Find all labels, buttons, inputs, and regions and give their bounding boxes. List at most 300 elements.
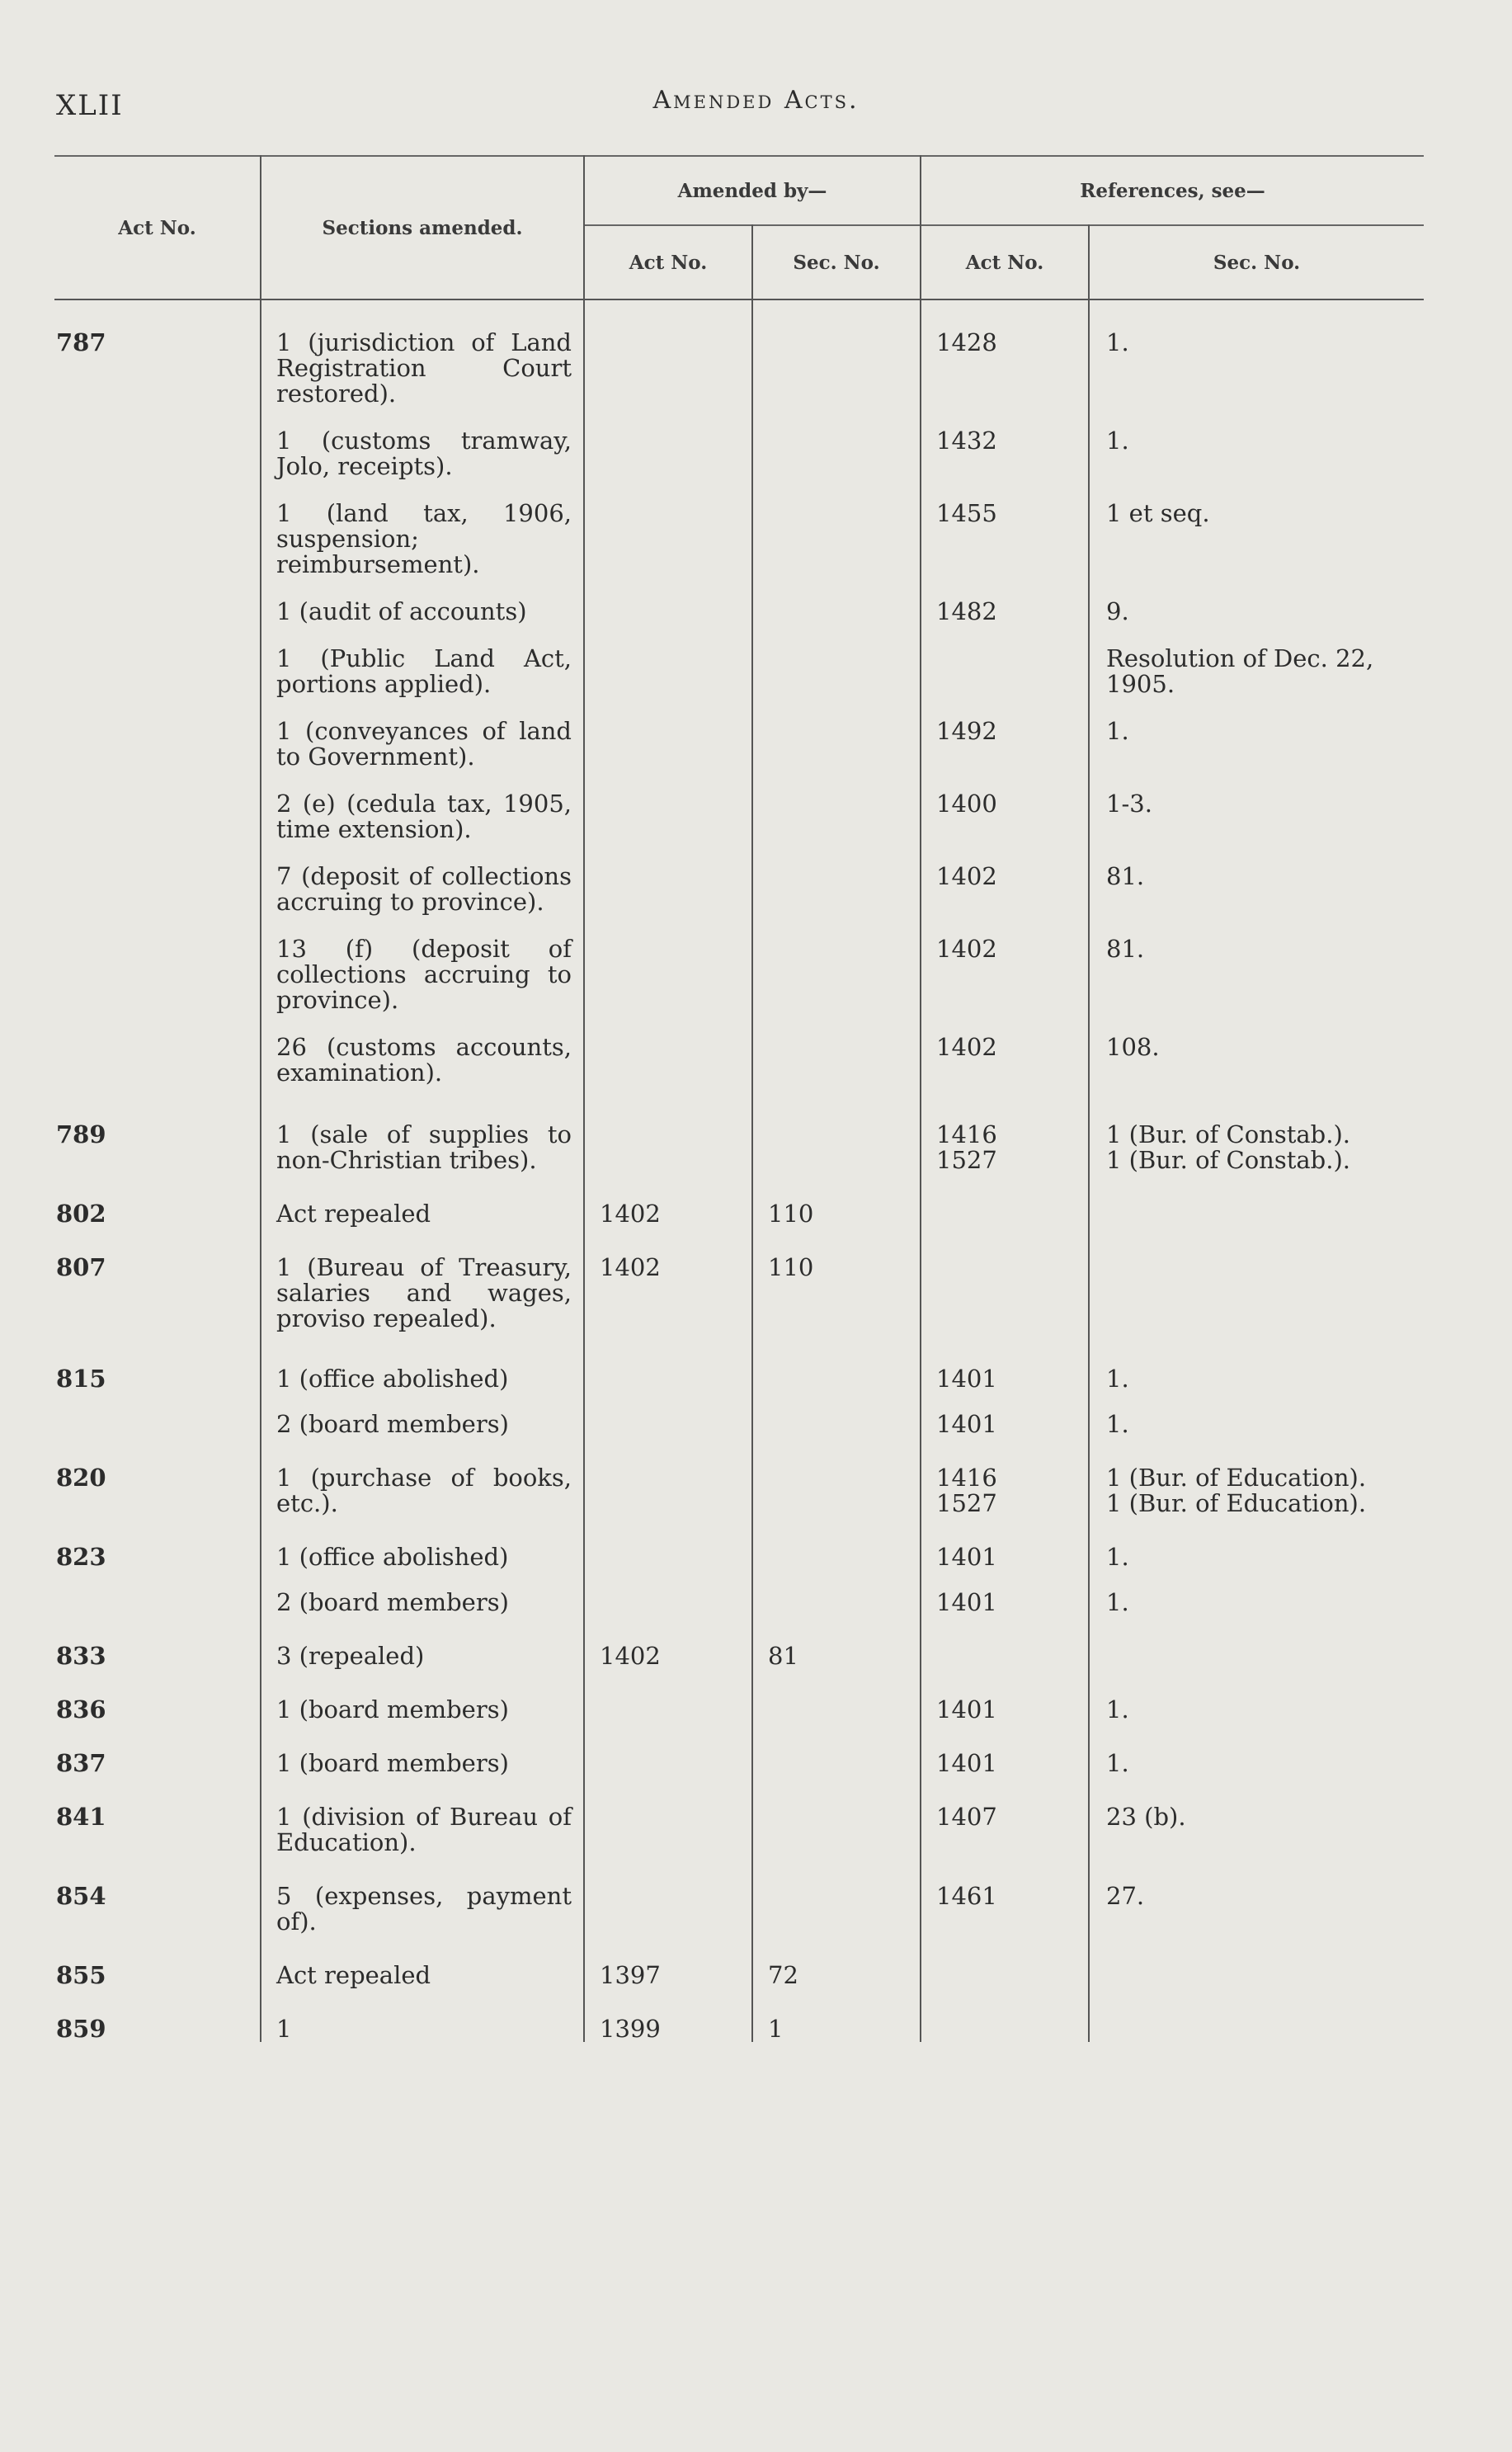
row-amended-sec: 72 (768, 1961, 798, 1989)
table-row (54, 501, 1424, 578)
row-amended-act-cell (584, 1697, 752, 1723)
row-ref-act-cell (921, 1590, 1089, 1615)
row-amended-act-cell (584, 1366, 752, 1392)
row-section: 1 (276, 2015, 292, 2043)
row-act-no-cell (54, 1804, 261, 1856)
row-section: 1 (board members) (276, 1695, 509, 1723)
row-act-no: 807 (56, 1253, 106, 1281)
row-ref-sec-cell (1089, 791, 1424, 842)
table-row (54, 1544, 1424, 1570)
row-act-no-cell (54, 719, 261, 770)
row-act-no: 854 (56, 1882, 106, 1910)
row-section: 2 (board members) (276, 1588, 509, 1616)
row-ref-act-cell (921, 1255, 1089, 1332)
row-section-cell (261, 599, 584, 625)
row-section-cell (261, 646, 584, 697)
row-section-cell (261, 1255, 584, 1332)
row-spacer (54, 1570, 1424, 1590)
row-amended-act-cell (584, 1804, 752, 1856)
row-ref-act-cell (921, 1804, 1089, 1856)
row-act-no: 841 (56, 1803, 106, 1831)
row-ref-act: 1401 (936, 1410, 997, 1438)
row-act-no: 815 (56, 1365, 106, 1393)
row-section: 1 (office abolished) (276, 1365, 509, 1393)
row-section: 1 (conveyances of land to Government). (276, 717, 572, 771)
row-spacer (54, 1173, 1424, 1201)
row-act-no-cell (54, 1412, 261, 1437)
row-spacer (54, 479, 1424, 501)
row-ref-sec-cell (1089, 936, 1424, 1013)
table-row (54, 1643, 1424, 1669)
row-amended-act-cell (584, 1544, 752, 1570)
row-amended-act: 1402 (600, 1642, 661, 1670)
table-row (54, 1412, 1424, 1437)
table-row (54, 936, 1424, 1013)
col-act-no: Act No. (54, 156, 261, 299)
row-ref-act: 1492 (936, 717, 997, 745)
row-amended-act-cell (584, 1963, 752, 1988)
col-amended-act-no: Act No. (584, 225, 752, 299)
col-references: References, see— (1080, 179, 1265, 202)
row-section: 1 (board members) (276, 1749, 509, 1777)
row-ref-act-cell (921, 1122, 1089, 1173)
row-amended-act-cell (584, 1201, 752, 1227)
row-amended-act-cell (584, 864, 752, 915)
row-amended-sec-cell (752, 1366, 921, 1392)
row-ref-act-cell (921, 1465, 1089, 1516)
row-ref-act-cell (921, 1035, 1089, 1086)
row-ref-sec-cell (1089, 1465, 1424, 1516)
row-section-cell (261, 330, 584, 407)
row-section: 1 (office abolished) (276, 1543, 509, 1571)
row-section-cell (261, 1412, 584, 1437)
row-ref-act-cell (921, 330, 1089, 407)
row-ref-act: 1416 1527 (936, 1120, 997, 1174)
row-act-no-cell (54, 791, 261, 842)
row-act-no: 836 (56, 1695, 106, 1723)
row-amended-sec-cell (752, 1804, 921, 1856)
table-row (54, 1465, 1424, 1516)
row-spacer (54, 1669, 1424, 1697)
table-row (54, 428, 1424, 479)
row-spacer (54, 1516, 1424, 1544)
table-row (54, 1884, 1424, 1935)
row-spacer (54, 578, 1424, 599)
row-act-no-cell (54, 1884, 261, 1935)
table-row (54, 791, 1424, 842)
row-spacer (54, 299, 1424, 330)
row-amended-act-cell (584, 1122, 752, 1173)
row-amended-sec-cell (752, 1643, 921, 1669)
row-spacer (54, 1723, 1424, 1751)
row-amended-act-cell (584, 936, 752, 1013)
row-ref-act: 1401 (936, 1365, 997, 1393)
row-ref-act-cell (921, 1697, 1089, 1723)
row-section-cell (261, 791, 584, 842)
row-ref-act-cell (921, 1643, 1089, 1669)
row-amended-sec-cell (752, 1465, 921, 1516)
table-row (54, 1963, 1424, 1988)
row-spacer (54, 1776, 1424, 1804)
row-ref-sec: Resolution of Dec. 22, 1905. (1106, 644, 1374, 698)
row-act-no-cell (54, 599, 261, 625)
row-section-cell (261, 1643, 584, 1669)
row-amended-sec: 81 (768, 1642, 798, 1670)
col-ref-act-no: Act No. (921, 225, 1089, 299)
row-amended-sec-cell (752, 501, 921, 578)
row-spacer (54, 697, 1424, 719)
row-spacer (54, 842, 1424, 864)
row-ref-sec: 1. (1106, 1749, 1129, 1777)
row-ref-sec-cell (1089, 646, 1424, 697)
row-ref-act: 1416 1527 (936, 1464, 997, 1517)
row-ref-sec: 1. (1106, 1365, 1129, 1393)
row-ref-sec-cell (1089, 1884, 1424, 1935)
row-section: 1 (jurisdiction of Land Registration Court restored). (276, 328, 572, 408)
row-ref-sec-cell (1089, 599, 1424, 625)
row-ref-sec-cell (1089, 1412, 1424, 1437)
row-spacer (54, 1856, 1424, 1884)
row-amended-sec-cell (752, 1963, 921, 1988)
row-section: 7 (deposit of collections accruing to province). (276, 862, 572, 916)
row-ref-sec-cell (1089, 1122, 1424, 1173)
col-amended-sec-no: Sec. No. (752, 225, 921, 299)
row-amended-sec-cell (752, 936, 921, 1013)
table-body (54, 299, 1424, 2042)
row-ref-act: 1402 (936, 1033, 997, 1061)
row-amended-sec-cell (752, 1697, 921, 1723)
row-ref-sec: 1 (Bur. of Constab.). 1 (Bur. of Constab.). (1106, 1120, 1350, 1174)
row-section-cell (261, 864, 584, 915)
row-amended-sec-cell (752, 864, 921, 915)
row-section-cell (261, 1697, 584, 1723)
row-amended-sec-cell (752, 1590, 921, 1615)
table-row (54, 1035, 1424, 1086)
row-ref-sec: 1 et seq. (1106, 499, 1210, 527)
row-act-no-cell (54, 1751, 261, 1776)
table-row (54, 1697, 1424, 1723)
row-ref-act-cell (921, 428, 1089, 479)
row-ref-sec: 9. (1106, 597, 1129, 625)
row-ref-sec-cell (1089, 1544, 1424, 1570)
row-act-no-cell (54, 1697, 261, 1723)
row-section: 1 (division of Bureau of Education). (276, 1803, 572, 1856)
row-amended-act-cell (584, 1412, 752, 1437)
row-act-no-cell (54, 864, 261, 915)
row-section-cell (261, 1804, 584, 1856)
page-number: XLII (56, 89, 124, 122)
row-amended-sec-cell (752, 1412, 921, 1437)
row-ref-act-cell (921, 1751, 1089, 1776)
row-ref-sec-cell (1089, 1963, 1424, 1988)
table-row (54, 719, 1424, 770)
row-amended-act-cell (584, 501, 752, 578)
row-spacer (54, 915, 1424, 936)
row-section-cell (261, 1751, 584, 1776)
row-amended-act-cell (584, 1465, 752, 1516)
row-amended-act-cell (584, 428, 752, 479)
row-ref-sec-cell (1089, 1255, 1424, 1332)
row-section: 5 (expenses, payment of). (276, 1882, 572, 1936)
col-amended-by: Amended by— (584, 156, 921, 225)
row-ref-act: 1432 (936, 427, 997, 455)
row-act-no-cell (54, 1255, 261, 1332)
row-ref-sec-cell (1089, 330, 1424, 407)
row-act-no-cell (54, 1963, 261, 1988)
row-section-cell (261, 1201, 584, 1227)
row-act-no: 820 (56, 1464, 106, 1492)
col-sections-amended: Sections amended. (261, 156, 584, 299)
table-row (54, 1255, 1424, 1332)
row-amended-sec-cell (752, 1751, 921, 1776)
row-ref-sec: 1-3. (1106, 790, 1152, 818)
row-section-cell (261, 1122, 584, 1173)
row-section: 1 (land tax, 1906, suspension; reimbursement). (276, 499, 572, 578)
table-row (54, 599, 1424, 625)
row-ref-sec-cell (1089, 1035, 1424, 1086)
row-act-no-cell (54, 936, 261, 1013)
row-amended-act-cell (584, 646, 752, 697)
row-ref-sec: 81. (1106, 935, 1145, 963)
row-ref-sec-cell (1089, 1697, 1424, 1723)
row-ref-sec: 1. (1106, 1410, 1129, 1438)
row-ref-act: 1402 (936, 935, 997, 963)
row-section: 13 (f) (deposit of collections accruing to province). (276, 935, 572, 1014)
row-amended-act: 1397 (600, 1961, 661, 1989)
row-act-no-cell (54, 330, 261, 407)
table-row (54, 646, 1424, 697)
row-amended-act-cell (584, 330, 752, 407)
row-act-no-cell (54, 501, 261, 578)
row-act-no: 789 (56, 1120, 106, 1148)
row-amended-sec-cell (752, 1035, 921, 1086)
row-spacer (54, 1437, 1424, 1465)
row-amended-sec: 110 (768, 1253, 814, 1281)
row-ref-sec: 1. (1106, 427, 1129, 455)
row-amended-sec-cell (752, 1544, 921, 1570)
row-amended-act-cell (584, 1751, 752, 1776)
row-spacer (54, 770, 1424, 791)
row-act-no: 855 (56, 1961, 106, 1989)
col-ref-sec-no: Sec. No. (1089, 225, 1424, 299)
row-ref-sec-cell (1089, 719, 1424, 770)
row-ref-act: 1482 (936, 597, 997, 625)
row-act-no-cell (54, 1201, 261, 1227)
row-amended-act: 1402 (600, 1253, 661, 1281)
row-act-no: 837 (56, 1749, 106, 1777)
row-ref-sec: 81. (1106, 862, 1145, 890)
row-ref-sec-cell (1089, 1201, 1424, 1227)
row-amended-act-cell (584, 719, 752, 770)
row-act-no: 802 (56, 1200, 106, 1228)
row-section-cell (261, 936, 584, 1013)
table-row (54, 1366, 1424, 1392)
row-spacer (54, 1086, 1424, 1122)
row-ref-sec: 1 (Bur. of Education). 1 (Bur. of Education). (1106, 1464, 1367, 1517)
row-ref-act-cell (921, 1963, 1089, 1988)
row-amended-sec-cell (752, 599, 921, 625)
row-ref-sec: 1. (1106, 1588, 1129, 1616)
row-ref-act: 1455 (936, 499, 997, 527)
row-amended-act: 1399 (600, 2015, 661, 2043)
row-ref-act: 1402 (936, 862, 997, 890)
row-act-no-cell (54, 1465, 261, 1516)
row-ref-act: 1401 (936, 1588, 997, 1616)
row-spacer (54, 407, 1424, 428)
table-row (54, 1201, 1424, 1227)
row-ref-sec-cell (1089, 2016, 1424, 2042)
row-spacer (54, 625, 1424, 646)
row-section-cell (261, 719, 584, 770)
row-amended-sec-cell (752, 646, 921, 697)
row-amended-sec: 1 (768, 2015, 784, 2043)
row-act-no-cell (54, 2016, 261, 2042)
table-row (54, 1122, 1424, 1173)
table-row (54, 1590, 1424, 1615)
row-act-no: 823 (56, 1543, 106, 1571)
row-section: 1 (purchase of books, etc.). (276, 1464, 572, 1517)
row-section: Act repealed (276, 1961, 431, 1989)
row-section: 2 (board members) (276, 1410, 509, 1438)
row-spacer (54, 1392, 1424, 1412)
table-row (54, 1751, 1424, 1776)
row-spacer (54, 1332, 1424, 1366)
row-section-cell (261, 1035, 584, 1086)
row-ref-sec-cell (1089, 1366, 1424, 1392)
row-ref-sec: 1. (1106, 1695, 1129, 1723)
row-amended-act-cell (584, 791, 752, 842)
row-section: 1 (audit of accounts) (276, 597, 527, 625)
row-act-no: 859 (56, 2015, 106, 2043)
row-amended-act-cell (584, 1255, 752, 1332)
row-amended-act-cell (584, 1035, 752, 1086)
row-ref-act-cell (921, 501, 1089, 578)
row-ref-act-cell (921, 2016, 1089, 2042)
row-act-no-cell (54, 428, 261, 479)
row-ref-sec-cell (1089, 1590, 1424, 1615)
row-act-no-cell (54, 1544, 261, 1570)
table-row (54, 330, 1424, 407)
row-ref-act: 1461 (936, 1882, 997, 1910)
row-section: 1 (sale of supplies to non-Christian tribes). (276, 1120, 572, 1174)
row-act-no-cell (54, 1035, 261, 1086)
row-ref-sec-cell (1089, 501, 1424, 578)
row-section-cell (261, 1590, 584, 1615)
row-amended-act: 1402 (600, 1200, 661, 1228)
row-act-no-cell (54, 646, 261, 697)
row-amended-sec-cell (752, 1201, 921, 1227)
row-amended-act-cell (584, 2016, 752, 2042)
row-ref-act-cell (921, 791, 1089, 842)
row-ref-act-cell (921, 1201, 1089, 1227)
row-amended-act-cell (584, 1884, 752, 1935)
row-act-no-cell (54, 1590, 261, 1615)
row-amended-act-cell (584, 1590, 752, 1615)
row-ref-act-cell (921, 936, 1089, 1013)
row-ref-sec-cell (1089, 1643, 1424, 1669)
row-ref-sec: 1. (1106, 328, 1129, 356)
row-section: Act repealed (276, 1200, 431, 1228)
row-ref-act-cell (921, 1412, 1089, 1437)
row-ref-sec: 108. (1106, 1033, 1160, 1061)
row-amended-sec-cell (752, 2016, 921, 2042)
row-amended-sec-cell (752, 791, 921, 842)
row-amended-act-cell (584, 1643, 752, 1669)
row-section-cell (261, 1884, 584, 1935)
row-act-no-cell (54, 1366, 261, 1392)
row-section-cell (261, 1544, 584, 1570)
row-amended-sec-cell (752, 1884, 921, 1935)
row-section-cell (261, 501, 584, 578)
row-section: 1 (Bureau of Treasury, salaries and wages, proviso repealed). (276, 1253, 572, 1332)
row-section: 1 (Public Land Act, portions applied). (276, 644, 572, 698)
row-ref-act-cell (921, 1884, 1089, 1935)
row-ref-sec: 27. (1106, 1882, 1145, 1910)
row-section: 1 (customs tramway, Jolo, receipts). (276, 427, 572, 480)
amended-acts-table (54, 155, 1424, 2042)
row-act-no-cell (54, 1643, 261, 1669)
row-section-cell (261, 1465, 584, 1516)
row-spacer (54, 1013, 1424, 1035)
table-row (54, 864, 1424, 915)
row-ref-sec: 1. (1106, 717, 1129, 745)
row-ref-sec-cell (1089, 864, 1424, 915)
row-ref-act: 1400 (936, 790, 997, 818)
row-spacer (54, 1227, 1424, 1255)
row-ref-act-cell (921, 1544, 1089, 1570)
row-section-cell (261, 2016, 584, 2042)
row-ref-act-cell (921, 599, 1089, 625)
row-amended-sec: 110 (768, 1200, 814, 1228)
row-ref-act: 1401 (936, 1695, 997, 1723)
table-row (54, 2016, 1424, 2042)
row-ref-sec: 1. (1106, 1543, 1129, 1571)
row-amended-sec-cell (752, 1122, 921, 1173)
row-ref-act: 1407 (936, 1803, 997, 1831)
row-act-no: 787 (56, 328, 106, 356)
row-section-cell (261, 1963, 584, 1988)
row-ref-act: 1401 (936, 1543, 997, 1571)
row-section: 26 (customs accounts, examination). (276, 1033, 572, 1087)
row-ref-sec-cell (1089, 1751, 1424, 1776)
row-ref-act-cell (921, 864, 1089, 915)
row-spacer (54, 1935, 1424, 1963)
row-act-no-cell (54, 1122, 261, 1173)
row-spacer (54, 1988, 1424, 2016)
row-section-cell (261, 1366, 584, 1392)
row-ref-sec-cell (1089, 428, 1424, 479)
row-act-no: 833 (56, 1642, 106, 1670)
row-ref-sec: 23 (b). (1106, 1803, 1186, 1831)
page-title: Amended Acts. (652, 86, 860, 115)
row-section-cell (261, 428, 584, 479)
table-row (54, 1804, 1424, 1856)
row-amended-sec-cell (752, 719, 921, 770)
row-section: 2 (e) (cedula tax, 1905, time extension). (276, 790, 572, 843)
row-ref-act-cell (921, 719, 1089, 770)
row-ref-act: 1401 (936, 1749, 997, 1777)
row-ref-sec-cell (1089, 1804, 1424, 1856)
row-amended-sec-cell (752, 330, 921, 407)
row-ref-act-cell (921, 1366, 1089, 1392)
row-section: 3 (repealed) (276, 1642, 425, 1670)
row-amended-act-cell (584, 599, 752, 625)
row-spacer (54, 1615, 1424, 1643)
row-amended-sec-cell (752, 1255, 921, 1332)
row-ref-act: 1428 (936, 328, 997, 356)
row-ref-act-cell (921, 646, 1089, 697)
row-amended-sec-cell (752, 428, 921, 479)
